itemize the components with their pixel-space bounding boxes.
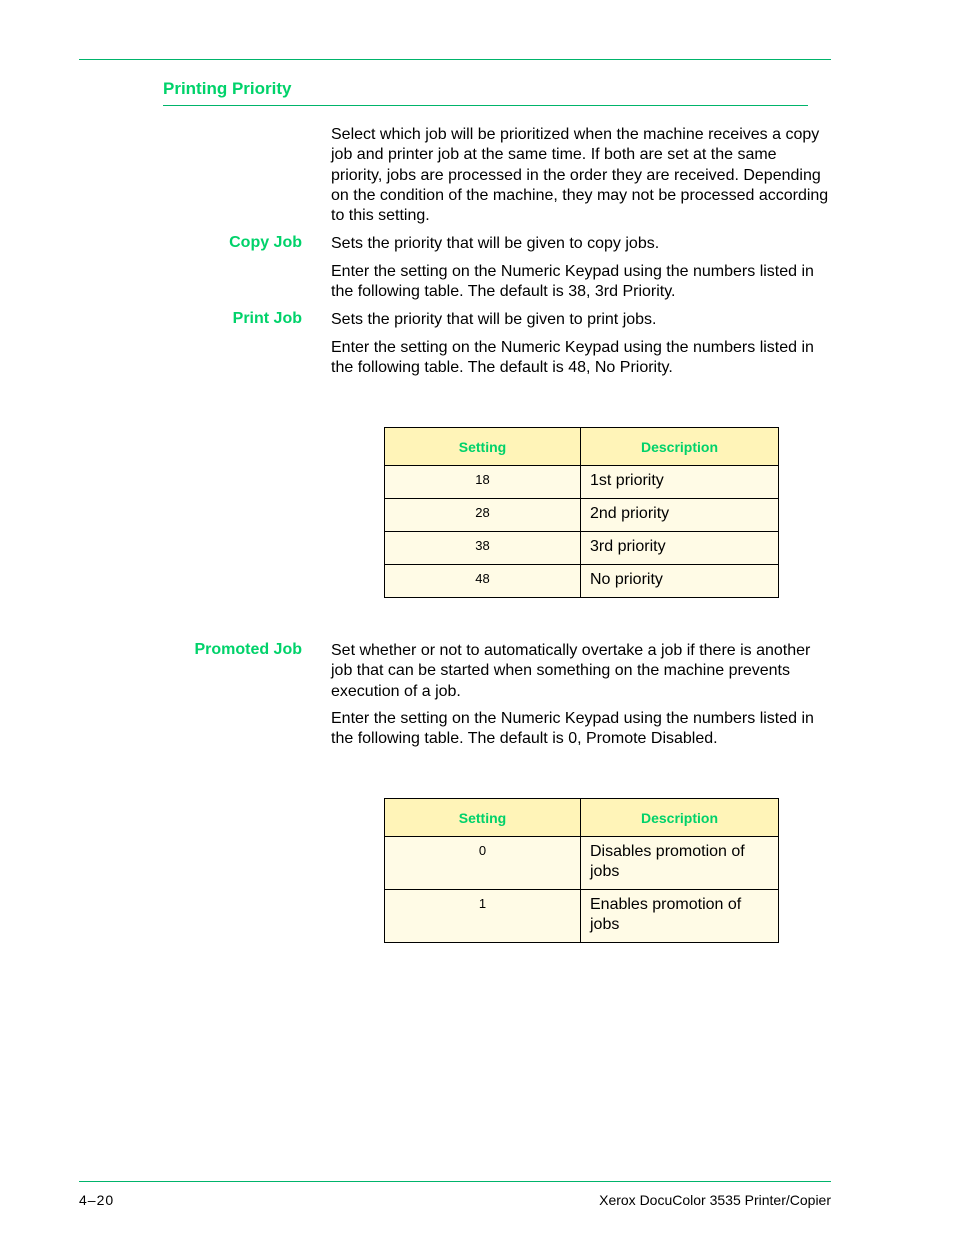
description-column-header: Description (581, 428, 779, 466)
setting-description: Disables promotion of jobs (581, 837, 779, 890)
setting-description: Enables promotion of jobs (581, 890, 779, 943)
print-job-heading: Print Job (232, 310, 302, 327)
section-title: Printing Priority (163, 79, 292, 98)
top-rule (79, 59, 831, 60)
table-row (385, 466, 779, 499)
setting-value: 0 (385, 837, 581, 890)
table-row (385, 837, 779, 890)
setting-column-header: Setting (385, 799, 581, 837)
table-row (385, 890, 779, 943)
setting-value: 48 (385, 565, 581, 598)
table-header-row (385, 428, 779, 466)
footer-rule (79, 1181, 831, 1182)
setting-value: 18 (385, 466, 581, 499)
promoted-job-description: Set whether or not to automatically overtake a job if there is another job that can be started when something on the machine prevents execution of a job. (331, 642, 811, 700)
copy-job-heading: Copy Job (229, 234, 302, 251)
page-number: 4–20 (79, 1192, 115, 1208)
setting-description: 2nd priority (581, 499, 779, 532)
setting-description: 3rd priority (581, 532, 779, 565)
setting-description: 1st priority (581, 466, 779, 499)
table-row (385, 565, 779, 598)
priority-settings-table (384, 427, 779, 598)
promoted-job-setting-text: Enter the setting on the Numeric Keypad using the numbers listed in the following table. The default is 0, Promote Disabled. (331, 710, 814, 748)
setting-value: 38 (385, 532, 581, 565)
print-job-setting-text: Enter the setting on the Numeric Keypad using the numbers listed in the following table. The default is 48, No Priority. (331, 339, 814, 377)
product-name: Xerox DocuColor 3535 Printer/Copier (599, 1192, 831, 1208)
table-row (385, 499, 779, 532)
copy-job-description: Sets the priority that will be given to copy jobs. (331, 235, 660, 252)
intro-paragraph: Select which job will be prioritized when the machine receives a copy job and printer job at the same time. If both are set at the same priority, jobs are processed in the order they are received. Depending on the condition of the machine, they may not be processed according to this setting. (331, 126, 829, 225)
setting-value: 1 (385, 890, 581, 943)
setting-description: No priority (581, 565, 779, 598)
print-job-description: Sets the priority that will be given to print jobs. (331, 311, 657, 328)
promoted-job-heading: Promoted Job (194, 641, 302, 658)
setting-column-header: Setting (385, 428, 581, 466)
table-row (385, 532, 779, 565)
table-header-row (385, 799, 779, 837)
setting-value: 28 (385, 499, 581, 532)
promotion-settings-table (384, 798, 779, 943)
copy-job-setting-text: Enter the setting on the Numeric Keypad using the numbers listed in the following table. The default is 38, 3rd Priority. (331, 263, 814, 301)
section-rule (163, 105, 808, 106)
description-column-header: Description (581, 799, 779, 837)
